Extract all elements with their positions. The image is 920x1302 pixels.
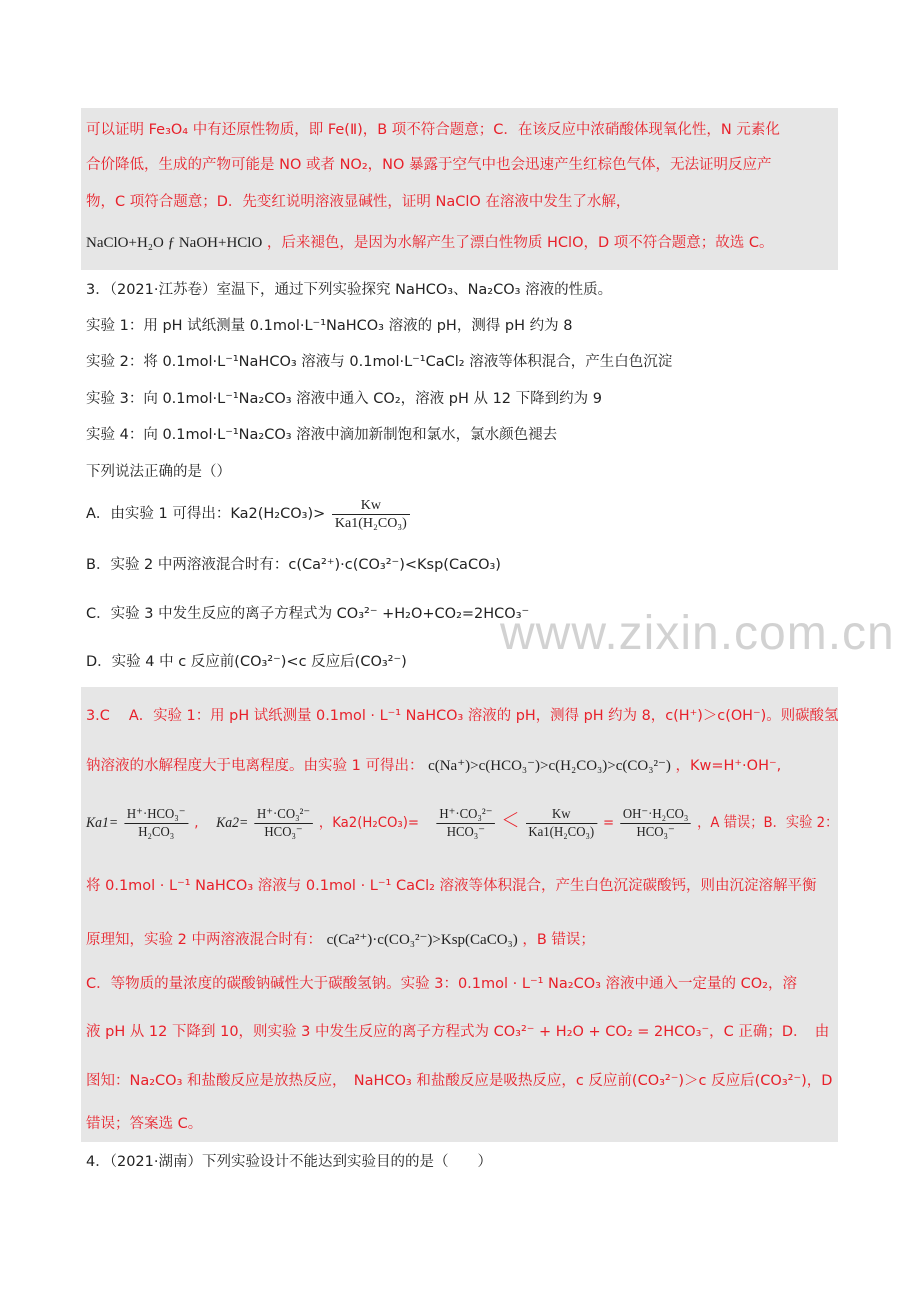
ka2-denominator: HCO₃⁻: [254, 823, 313, 841]
ka1-denominator: H₂CO₃: [124, 823, 188, 841]
q3-answer-line-5: [86, 930, 595, 950]
ka2-expression-fraction: [437, 806, 496, 841]
hydrolysis-numerator: OH⁻·H₂CO₃: [622, 806, 689, 822]
q3-answer-line-9: 错误；答案选 C。: [86, 1116, 203, 1132]
prev-answer-line-3: 物，C 项符合题意；D．先变红说明溶液显碱性，证明 NaClO 在溶液中发生了水解，: [86, 194, 631, 210]
hydrolysis-equation: NaClO+H₂O ƒ NaOH+HClO: [86, 235, 263, 251]
option-a-denominator: Ka1(H₂CO₃): [332, 514, 410, 532]
watermark: www.zixin.com.cn: [500, 607, 895, 660]
ka2-expression-denominator: HCO₃⁻: [437, 823, 496, 841]
prev-answer-line-2: 合价降低，生成的产物可能是 NO 或者 NO₂，NO 暴露于空气中也会迅速产生红棕色气体，无法证明反应产: [86, 157, 772, 173]
q3-answer-line-3: Ka1= $\frac{\text{H⁺·HCO₃⁻}}{\text{H₂CO₃}}$ , Ka2= $\frac{\text{H⁺·CO₃²⁻}}{\text{HCO₃⁻}}$ ，Ka2(H₂CO₃)= $\frac{\text{H⁺·CO₃²⁻}}{\text{HCO₃⁻}}$ ＜ $\frac{Kw}{\text{Ka1(H₂CO₃)}}$ = $\frac{\text{OH⁻·H₂CO₃}}{\text{HCO₃⁻}}$ ，A 错误；B．实验 2：: [86, 806, 839, 840]
option-a-numerator: Kw: [360, 497, 381, 513]
q3-option-d: D．实验 4 中 c 反应前(CO₃²⁻)<c 反应后(CO₃²⁻): [86, 654, 407, 670]
kh-numerator: Kw: [552, 806, 571, 822]
answer-line-5-text: 原理知，实验 2 中两溶液混合时有：: [86, 932, 322, 948]
q3-answer-line-4: 将 0.1mol · L⁻¹ NaHCO₃ 溶液与 0.1mol · L⁻¹ CaCl₂ 溶液等体积混合，产生白色沉淀碳酸钙，则由沉淀溶解平衡: [86, 878, 817, 894]
equals-sign: =: [602, 815, 615, 831]
q3-answer-line-8: 图知：Na₂CO₃ 和盐酸反应是放热反应， NaHCO₃ 和盐酸反应是吸热反应，c 反应前(CO₃²⁻)＞c 反应后(CO₃²⁻)，D: [86, 1073, 833, 1089]
q3-option-b: B．实验 2 中两溶液混合时有：c(Ca²⁺)·c(CO₃²⁻)<Ksp(CaCO₃): [86, 557, 501, 573]
q3-answer-line-6: C．等物质的量浓度的碳酸钠碱性大于碳酸氢钠。实验 3：0.1mol · L⁻¹ Na₂CO₃ 溶液中通入一定量的 CO₂，溶: [86, 976, 797, 992]
q3-exp3: 实验 3：向 0.1mol·L⁻¹Na₂CO₃ 溶液中通入 CO₂，溶液 pH 从 12 下降到约为 9: [86, 391, 602, 407]
option-a-text: A．由实验 1 可得出：Ka2(H₂CO₃)>: [86, 506, 326, 522]
q3-answer-line-1: 3.C A．实验 1：用 pH 试纸测量 0.1mol · L⁻¹ NaHCO₃ 溶液的 pH，测得 pH 约为 8，c(H⁺)＞c(OH⁻)。则碳酸氢: [86, 708, 839, 724]
hydrolysis-fraction: [620, 806, 691, 841]
ka2-h2co3-label: ，Ka2(H₂CO₃)=: [318, 815, 420, 831]
prev-answer-line-4: [86, 233, 774, 253]
q3-answer-line-2: [86, 756, 781, 776]
q3-option-a: [86, 494, 412, 534]
ka1-numerator: H⁺·HCO₃⁻: [126, 806, 186, 822]
hydrolysis-denominator: HCO₃⁻: [620, 823, 691, 841]
answer-line-5-tail: ，B 错误；: [522, 932, 595, 948]
less-than-sign: ＜: [501, 808, 520, 832]
q3-exp1: 实验 1：用 pH 试纸测量 0.1mol·L⁻¹NaHCO₃ 溶液的 pH，测得 pH 约为 8: [86, 318, 573, 334]
ion-product-inequality: c(Ca²⁺)·c(CO₃²⁻)>Ksp(CaCO₃): [326, 932, 518, 948]
ka2-fraction: [254, 806, 313, 841]
ka1-label: Ka1=: [86, 815, 119, 831]
answer-line-3-tail: ，A 错误；B．实验 2：: [697, 815, 839, 831]
q3-option-c: C．实验 3 中发生反应的离子方程式为 CO₃²⁻ +H₂O+CO₂=2HCO₃⁻: [86, 606, 530, 622]
q4-stem: 4．（2021·湖南）下列实验设计不能达到实验目的的是（ ）: [86, 1154, 492, 1170]
q3-ask: 下列说法正确的是（）: [86, 464, 231, 480]
ka2-label: Ka2=: [216, 815, 249, 831]
answer-line-2-text: 钠溶液的水解程度大于电离程度。由实验 1 可得出：: [86, 758, 424, 774]
kh-fraction: [526, 806, 597, 841]
option-a-fraction: [332, 497, 410, 532]
q3-answer-line-7: 液 pH 从 12 下降到 10，则实验 3 中发生反应的离子方程式为 CO₃²⁻ + H₂O + CO₂ = 2HCO₃⁻，C 正确；D． 由: [86, 1024, 830, 1040]
ka2-expression-numerator: H⁺·CO₃²⁻: [439, 806, 493, 822]
answer-line-2-tail: ，Kw=H⁺·OH⁻,: [675, 758, 782, 774]
prev-answer-conclusion: ，后来褪色，是因为水解产生了漂白性物质 HClO，D 项不符合题意；故选 C。: [266, 235, 774, 251]
prev-answer-line-1: 可以证明 Fe₃O₄ 中有还原性物质，即 Fe(Ⅱ)，B 项不符合题意；C．在该反应中浓硝酸体现氧化性，N 元素化: [86, 122, 780, 138]
concentration-order: c(Na⁺)>c(HCO₃⁻)>c(H₂CO₃)>c(CO₃²⁻): [428, 758, 671, 774]
q3-stem: 3．（2021·江苏卷）室温下，通过下列实验探究 NaHCO₃、Na₂CO₃ 溶液的性质。: [86, 282, 613, 298]
q3-exp2: 实验 2：将 0.1mol·L⁻¹NaHCO₃ 溶液与 0.1mol·L⁻¹CaCl₂ 溶液等体积混合，产生白色沉淀: [86, 354, 673, 370]
kh-denominator: Ka1(H₂CO₃): [526, 823, 597, 841]
q3-exp4: 实验 4：向 0.1mol·L⁻¹Na₂CO₃ 溶液中滴加新制饱和氯水，氯水颜色褪去: [86, 427, 558, 443]
ka1-fraction: [124, 806, 188, 841]
ka2-numerator: H⁺·CO₃²⁻: [257, 806, 311, 822]
